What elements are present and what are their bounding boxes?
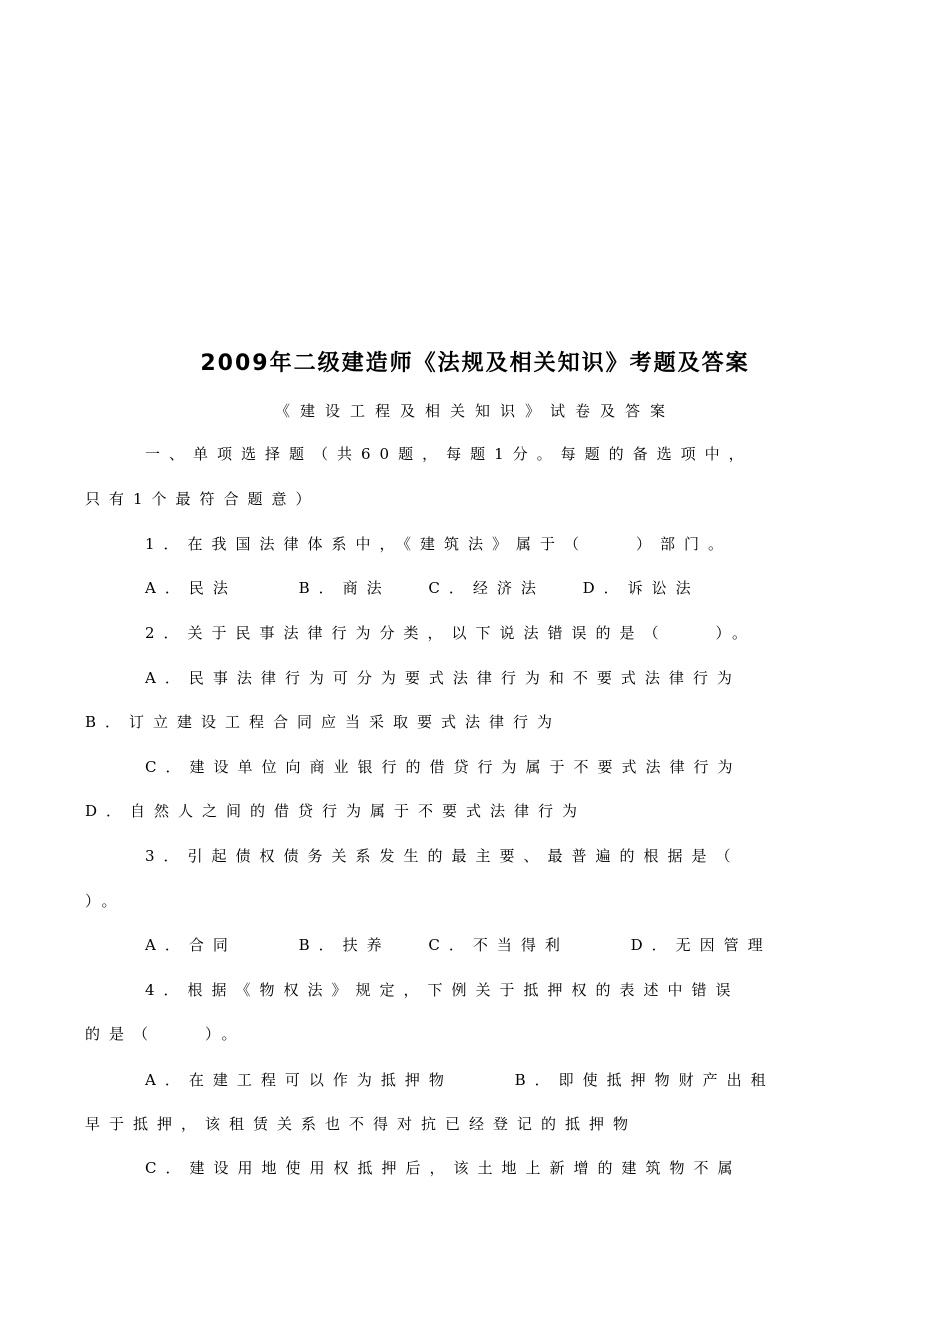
question-2-option-a: A．民事法律行为可分为要式法律行为和不要式法律行为	[145, 669, 741, 687]
question-4-option-ab-cont: 早于抵押，该租赁关系也不得对抗已经登记的抵押物	[85, 1115, 638, 1133]
question-2-option-d: D．自然人之间的借贷行为属于不要式法律行为	[85, 802, 587, 820]
question-4-option-ab: A．在建工程可以作为抵押物 B．即使抵押物财产出租	[145, 1071, 775, 1089]
question-4-cont: 的是（ ）。	[85, 1025, 246, 1043]
question-2-option-c: C．建设单位向商业银行的借贷行为属于不要式法律行为	[145, 758, 742, 776]
question-1-options: A．民法 B．商法 C．经济法 D．诉讼法	[145, 579, 700, 597]
question-2-option-b: B．订立建设工程合同应当采取要式法律行为	[85, 713, 562, 731]
document-title: 2009年二级建造师《法规及相关知识》考题及答案	[200, 351, 750, 376]
question-4-option-c: C．建设用地使用权抵押后，该土地上新增的建筑物不属	[145, 1159, 742, 1177]
question-3-cont: ）。	[85, 892, 126, 910]
section-header-cont: 只有1个最符合题意）	[85, 490, 320, 508]
question-3: 3．引起债权债务关系发生的最主要、最普遍的根据是（	[145, 847, 740, 865]
question-2: 2．关于民事法律行为分类，以下说法错误的是（ ）。	[145, 624, 757, 642]
section-header: 一、单项选择题（共60题，每题1分。每题的备选项中，	[145, 445, 753, 463]
question-4: 4．根据《物权法》规定，下例关于抵押权的表述中错误	[145, 981, 740, 999]
document-subtitle: 《建设工程及相关知识》试卷及答案	[274, 402, 675, 420]
question-1: 1．在我国法律体系中，《建筑法》属于（ ）部门。	[145, 535, 733, 553]
question-3-options: A．合同 B．扶养 C．不当得利 D．无因管理	[145, 936, 772, 954]
